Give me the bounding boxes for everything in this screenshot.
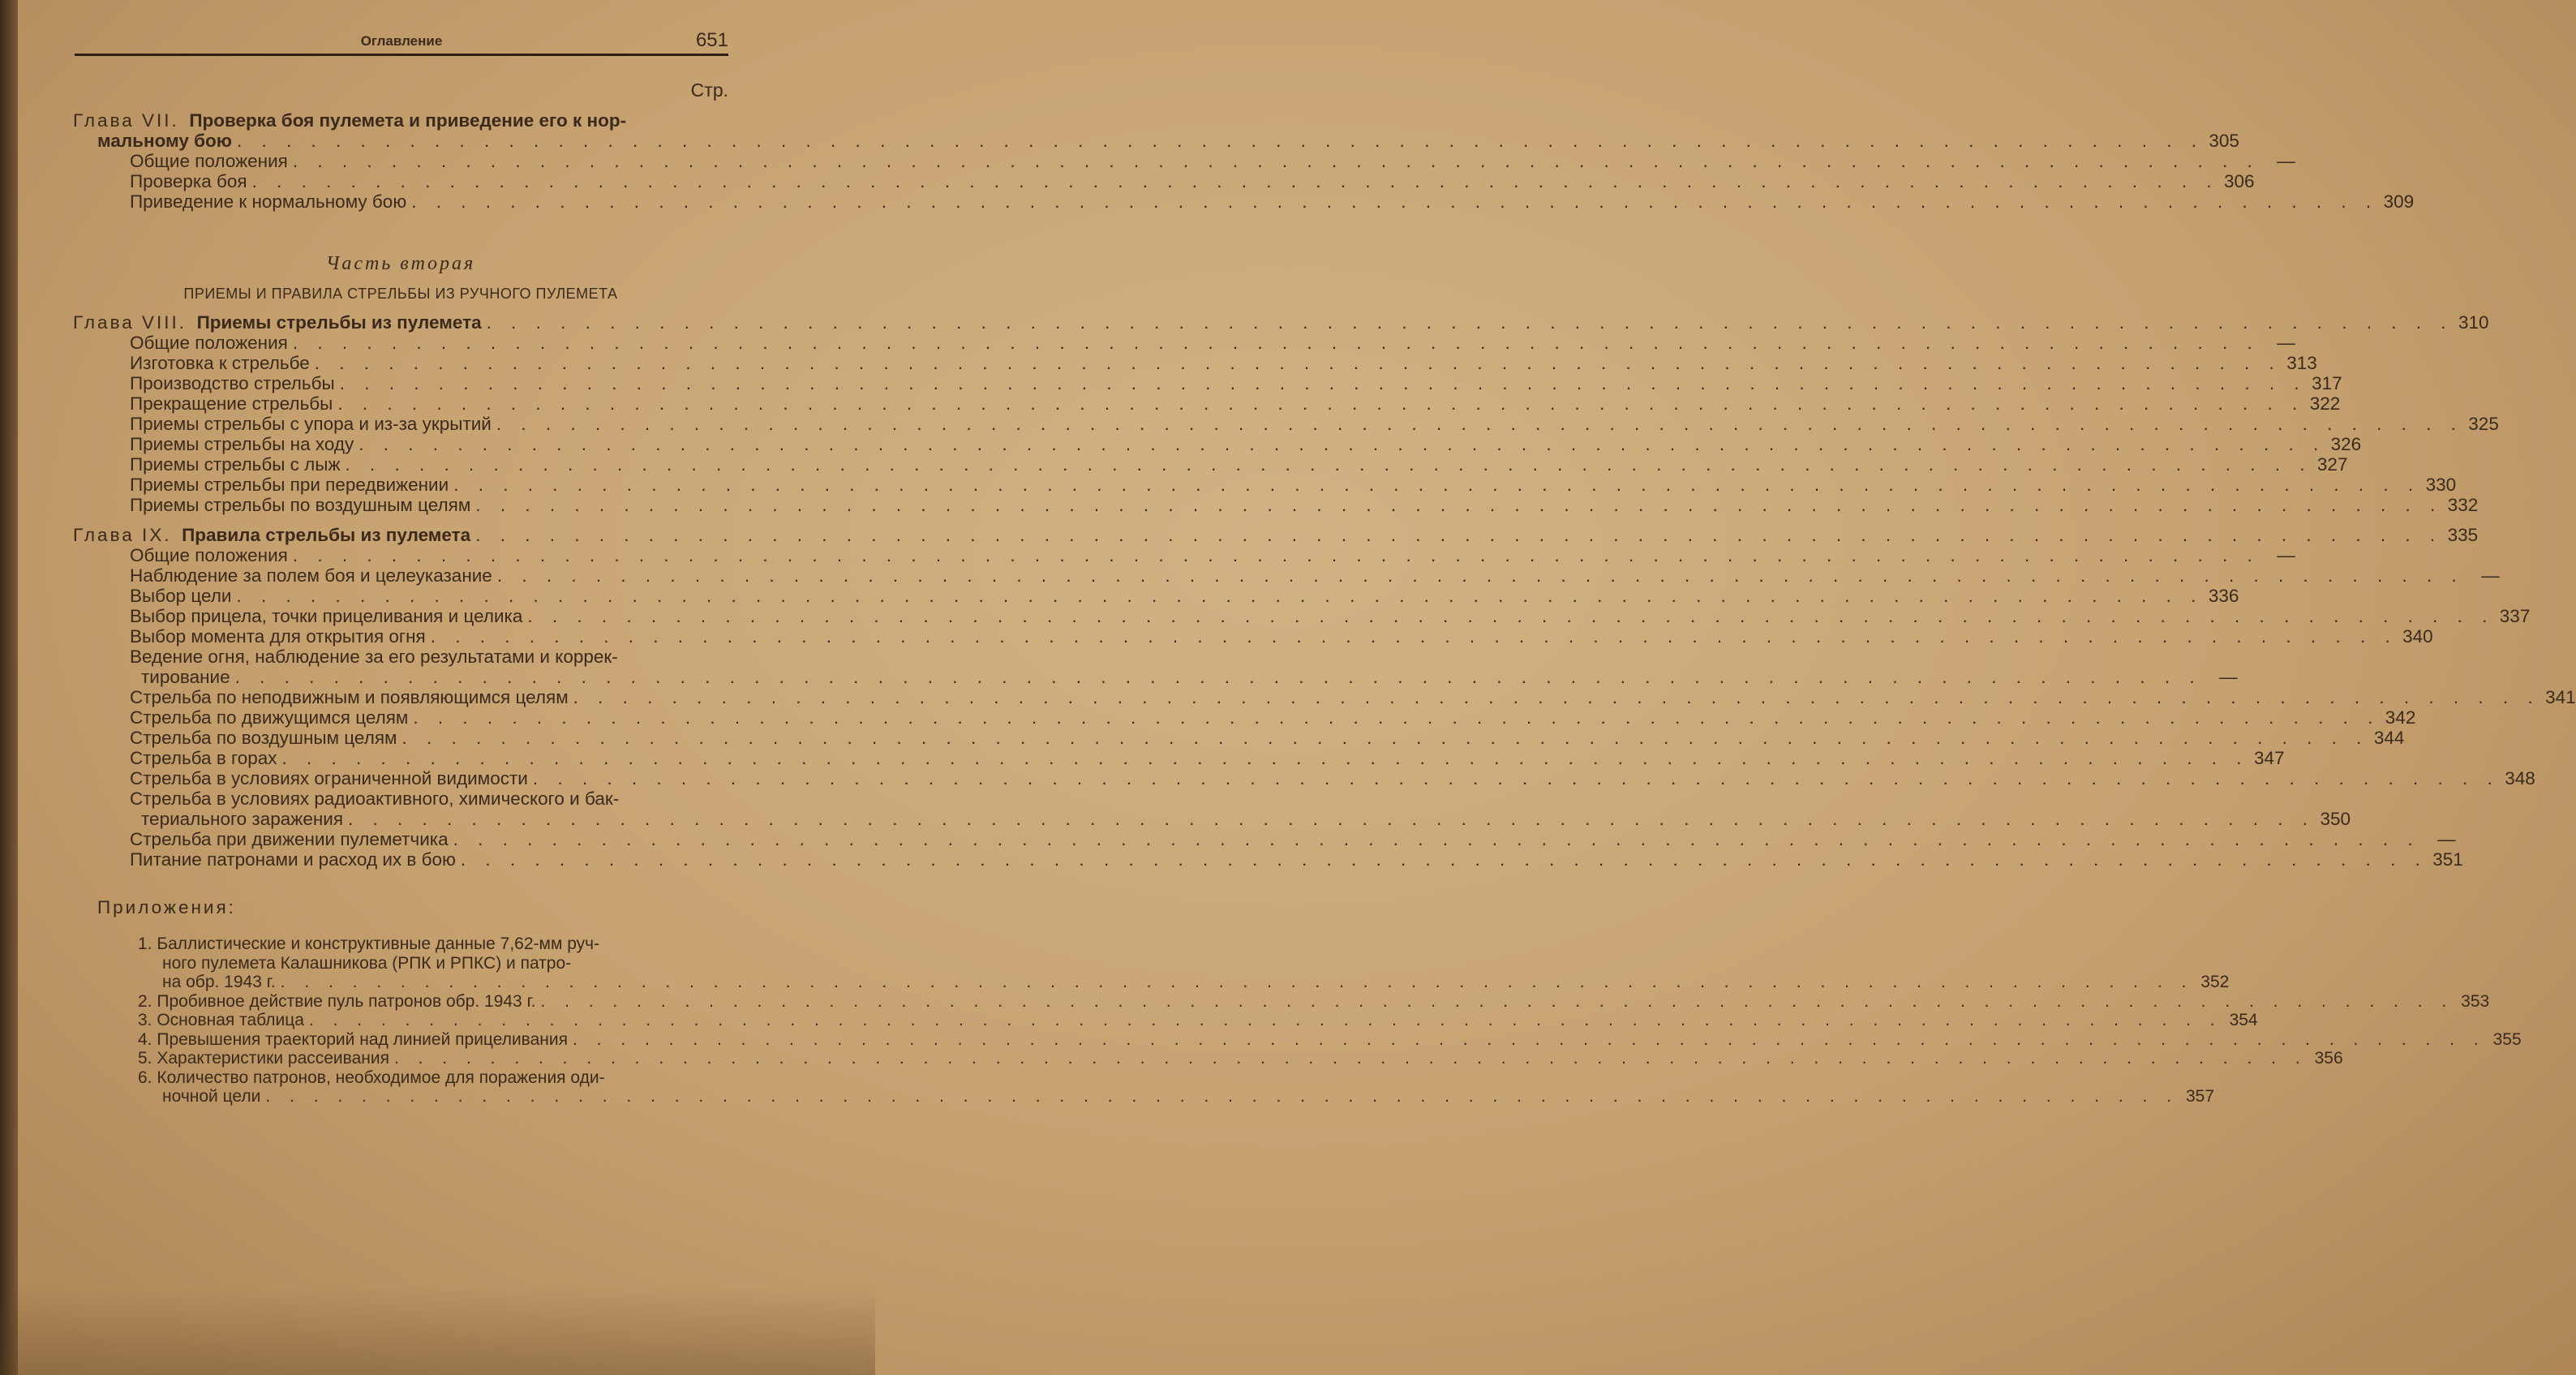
entry-text: 4. Превышения траекторий над линией прицеливания: [138, 1029, 568, 1049]
page-ref: —: [2219, 667, 2238, 687]
entry-text: 3. Основная таблица: [138, 1011, 304, 1029]
dot-leader: . . . . . . . . . . . . . . . . . . . . . . . . . . . . . . . . . . . . . . . . . . . . . . . . . . . . . . . . . . . . . . . . . . . . . . . . . . . . . . . .: [475, 525, 2443, 545]
appendix-entry[interactable]: [73, 1049, 2343, 1068]
chapter-prefix: Глава IX.: [73, 525, 172, 545]
dot-leader: . . . . . . . . . . . . . . . . . . . . . . . . . . . . . . . . . . . . . . . . . . . . . . . . . . . . . . . . . . . . . . . . . . . . . . . . . . . . . . . .: [460, 849, 2428, 870]
entry-text: 2. Пробивное действие пуль патронов обр. 1943 г.: [138, 991, 536, 1011]
toc-entry[interactable]: [73, 728, 2405, 748]
page-ref: 356: [2314, 1049, 2343, 1068]
chapter-7-heading-cont: [73, 131, 2239, 151]
page-ref: 310: [2458, 312, 2489, 333]
dot-leader: . . . . . . . . . . . . . . . . . . . . . . . . . . . . . . . . . . . . . . . . . . . . . . . . . . . . . . . . . . . . . . . . . . . . . . . . . . . . . . . .: [280, 973, 2194, 991]
part-subtitle: ПРИЕМЫ И ПРАВИЛА СТРЕЛЬБЫ ИЗ РУЧНОГО ПУЛЕМЕТА: [183, 286, 618, 302]
page-ref: 354: [2229, 1011, 2258, 1029]
entry-text: Стрельба в горах: [130, 748, 277, 768]
toc-entry[interactable]: [73, 545, 2295, 565]
entry-text: Ведение огня, наблюдение за его результатами и коррек-: [130, 647, 618, 667]
page-ref: 353: [2461, 991, 2490, 1011]
toc-entry[interactable]: [73, 687, 2576, 707]
chapter-7-heading: [73, 110, 728, 131]
entry-text: Приемы стрельбы на ходу: [130, 434, 354, 454]
toc-entry[interactable]: [73, 495, 2479, 515]
dot-leader: . . . . . . . . . . . . . . . . . . . . . . . . . . . . . . . . . . . . . . . . . . . . . . . . . . . . . . . . . . . . . . . . . . . . . . . . . . . . . . . .: [572, 1029, 2486, 1049]
dot-leader: . . . . . . . . . . . . . . . . . . . . . . . . . . . . . . . . . . . . . . . . . . . . . . . . . . . . . . . . . . . . . . . . . . . . . . . . . . . . . . . .: [401, 728, 2369, 748]
page-ref: 326: [2330, 434, 2362, 454]
page-ref: 305: [2209, 131, 2239, 151]
toc-entry[interactable]: [73, 626, 2433, 647]
chapter-title: Проверка боя пулемета и приведение его к нор-: [189, 110, 627, 131]
page-ref: —: [2277, 151, 2295, 171]
dot-leader: . . . . . . . . . . . . . . . . . . . . . . . . . . . . . . . . . . . . . . . . . . . . . . . . . . . . . . . . . . . . . . . . . . . . . . . . . . . . . . . .: [475, 495, 2443, 515]
entry-text: на обр. 1943 г.: [162, 973, 276, 991]
appendix-entry[interactable]: [73, 1068, 728, 1088]
page-ref: 347: [2253, 748, 2285, 768]
entry-text: Стрельба по воздушным целям: [130, 728, 397, 748]
entry-text: Приемы стрельбы при передвижении: [130, 475, 449, 495]
toc-entry[interactable]: [73, 434, 2362, 454]
chapter-title: Правила стрельбы из пулемета: [182, 525, 471, 545]
book-spine-edge: [0, 0, 18, 1375]
entry-text: Приемы стрельбы с лыж: [130, 454, 341, 475]
page-ref: 309: [2383, 191, 2415, 212]
page-ref: 340: [2402, 626, 2433, 647]
chapter-title: Приемы стрельбы из пулемета: [196, 312, 482, 333]
chapter-prefix: Глава VIII.: [73, 312, 187, 333]
entry-text: Выбор цели: [130, 586, 232, 606]
dot-leader: . . . . . . . . . . . . . . . . . . . . . . . . . . . . . . . . . . . . . . . . . . . . . . . . . . . . . . . . . . . . . . . . . . . . . . . . . . . . . . . .: [265, 1087, 2179, 1106]
appendix-entry[interactable]: [73, 991, 2490, 1012]
page-column-label: Стр.: [690, 79, 728, 101]
dot-leader: . . . . . . . . . . . . . . . . . . . . . . . . . . . . . . . . . . . . . . . . . . . . . . . . . . . . . . . . . . . . . . . . . . . . . . . . . . . . . . . .: [339, 373, 2307, 393]
dot-leader: . . . . . . . . . . . . . . . . . . . . . . . . . . . . . . . . . . . . . . . . . . . . . . . . . . . . . . . . . . . . . . . . . . . . . . . . . . . . . . . .: [314, 353, 2282, 373]
toc-entry[interactable]: [73, 565, 2500, 586]
page-ref: 344: [2373, 728, 2405, 748]
page-ref: —: [2277, 333, 2295, 353]
page-ref: —: [2481, 565, 2500, 586]
dot-leader: . . . . . . . . . . . . . . . . . . . . . . . . . . . . . . . . . . . . . . . . . . . . . . . . . . . . . . . . . . . . . . . . . . . . . . . . . . . . . . . .: [292, 333, 2260, 353]
entry-text: Общие положения: [130, 545, 288, 565]
dot-leader: . . . . . . . . . . . . . . . . . . . . . . . . . . . . . . . . . . . . . . . . . . . . . . . . . . . . . . . . . . . . . . . . . . . . . . . . . . . . . . . .: [411, 191, 2379, 212]
entry-text: Выбор момента для открытия огня: [130, 626, 426, 647]
appendix-entry[interactable]: [73, 1029, 2522, 1050]
dot-leader: . . . . . . . . . . . . . . . . . . . . . . . . . . . . . . . . . . . . . . . . . . . . . . . . . . . . . . . . . . . . . . . . . . . . . . . . . . . . . . . .: [337, 393, 2305, 414]
appendix-entry-cont[interactable]: [73, 954, 728, 973]
appendices-heading: [73, 896, 728, 935]
entry-text: Выбор прицела, точки прицеливания и целика: [130, 606, 523, 626]
appendix-entry[interactable]: [73, 1011, 2258, 1030]
chapter-8-heading: [73, 312, 2489, 333]
toc-entry[interactable]: [73, 647, 728, 667]
toc-entry[interactable]: [73, 475, 2457, 495]
entry-text: териального заражения: [141, 809, 344, 829]
toc-entry-cont[interactable]: [73, 667, 2238, 687]
toc-entry[interactable]: [73, 829, 2456, 849]
dot-leader: . . . . . . . . . . . . . . . . . . . . . . . . . . . . . . . . . . . . . . . . . . . . . . . . . . . . . . . . . . . . . . . . . . . . . . . . . . . . . . . .: [234, 667, 2202, 687]
page-ref: —: [2277, 545, 2295, 565]
page-ref: 327: [2316, 454, 2348, 475]
entry-text: Приемы стрельбы по воздушным целям: [130, 495, 471, 515]
page-ref: 313: [2286, 353, 2317, 373]
page-ref: 330: [2425, 475, 2457, 495]
entry-text: Прекращение стрельбы: [130, 393, 333, 414]
appendix-entry-cont[interactable]: [73, 1087, 2215, 1106]
page-ref: 341: [2545, 687, 2576, 707]
page-ref: 332: [2447, 495, 2479, 515]
entry-text: Приемы стрельбы с упора и из-за укрытий: [130, 414, 492, 434]
appendices-heading-text: Приложения:: [97, 897, 236, 917]
dot-leader: . . . . . . . . . . . . . . . . . . . . . . . . . . . . . . . . . . . . . . . . . . . . . . . . . . . . . . . . . . . . . . . . . . . . . . . . . . . . . . . .: [413, 707, 2381, 728]
page-ref: 352: [2200, 973, 2230, 991]
entry-text: Стрельба по неподвижным и появляющимся целям: [130, 687, 569, 707]
toc-entry[interactable]: [73, 788, 728, 809]
dot-leader: . . . . . . . . . . . . . . . . . . . . . . . . . . . . . . . . . . . . . . . . . . . . . . . . . . . . . . . . . . . . . . . . . . . . . . . . . . . . . . . .: [496, 414, 2463, 434]
entry-text: Производство стрельбы: [130, 373, 335, 393]
dot-leader: . . . . . . . . . . . . . . . . . . . . . . . . . . . . . . . . . . . . . . . . . . . . . . . . . . . . . . . . . . . . . . . . . . . . . . . . . . . . . . . .: [292, 151, 2260, 171]
entry-text: Питание патронами и расход их в бою: [130, 849, 456, 870]
toc-entry[interactable]: [73, 151, 2295, 171]
page-ref: 351: [2432, 849, 2463, 870]
entry-text: 1. Баллистические и конструктивные данные 7,62-мм руч-: [138, 935, 600, 953]
toc-entry[interactable]: [73, 373, 2342, 393]
page-ref: 342: [2385, 707, 2416, 728]
running-header: [75, 31, 728, 56]
page-ref: 322: [2309, 393, 2341, 414]
entry-text: Наблюдение за полем боя и целеуказание: [130, 565, 492, 586]
page-number: 651: [695, 29, 728, 51]
toc-entry-cont[interactable]: [73, 809, 2351, 829]
toc-entry[interactable]: [73, 353, 2317, 373]
running-title: Оглавление: [360, 33, 443, 49]
dot-leader: . . . . . . . . . . . . . . . . . . . . . . . . . . . . . . . . . . . . . . . . . . . . . . . . . . . . . . . . . . . . . . . . . . . . . . . . . . . . . . . .: [358, 434, 2326, 454]
dot-leader: . . . . . . . . . . . . . . . . . . . . . . . . . . . . . . . . . . . . . . . . . . . . . . . . . . . . . . . . . . . . . . . . . . . . . . . . . . . . . . . .: [430, 626, 2398, 647]
toc-entry[interactable]: [73, 333, 2295, 353]
dot-leader: . . . . . . . . . . . . . . . . . . . . . . . . . . . . . . . . . . . . . . . . . . . . . . . . . . . . . . . . . . . . . . . . . . . . . . . . . . . . . . . .: [251, 171, 2219, 191]
page-ref: 348: [2505, 768, 2535, 788]
toc-entry[interactable]: [73, 191, 2415, 212]
entry-text: ного пулемета Калашникова (РПК и РПКС) и патро-: [162, 953, 572, 973]
page-ref: 317: [2312, 373, 2342, 393]
dot-leader: . . . . . . . . . . . . . . . . . . . . . . . . . . . . . . . . . . . . . . . . . . . . . . . . . . . . . . . . . . . . . . . . . . . . . . . . . . . . . . . .: [453, 829, 2420, 849]
toc-entry[interactable]: [73, 606, 2531, 626]
page-ref: 335: [2447, 525, 2479, 545]
entry-text: 5. Характеристики рассеивания: [138, 1049, 389, 1068]
page-ref: 336: [2208, 586, 2239, 606]
entry-text: Стрельба по движущимся целям: [130, 707, 409, 728]
entry-text: Общие положения: [130, 333, 288, 353]
toc-entry[interactable]: [73, 586, 2239, 606]
toc-entry[interactable]: [73, 393, 2341, 414]
toc-entry[interactable]: [73, 849, 2463, 870]
entry-text: Изготовка к стрельбе: [130, 353, 310, 373]
dot-leader: . . . . . . . . . . . . . . . . . . . . . . . . . . . . . . . . . . . . . . . . . . . . . . . . . . . . . . . . . . . . . . . . . . . . . . . . . . . . . . . .: [486, 312, 2454, 333]
page-ref: 325: [2468, 414, 2499, 434]
appendix-entry-cont[interactable]: [73, 973, 2230, 992]
appendix-entry[interactable]: [73, 935, 728, 954]
entry-text: Стрельба при движении пулеметчика: [130, 829, 449, 849]
entry-text: Стрельба в условиях радиоактивного, химического и бак-: [130, 788, 620, 809]
dot-leader: . . . . . . . . . . . . . . . . . . . . . . . . . . . . . . . . . . . . . . . . . . . . . . . . . . . . . . . . . . . . . . . . . . . . . . . . . . . . . . . .: [393, 1049, 2308, 1068]
chapter-prefix: Глава VII.: [73, 110, 179, 131]
page-shadow: [0, 1286, 875, 1375]
dot-leader: . . . . . . . . . . . . . . . . . . . . . . . . . . . . . . . . . . . . . . . . . . . . . . . . . . . . . . . . . . . . . . . . . . . . . . . . . . . . . . . .: [345, 454, 2312, 475]
entry-text: Стрельба в условиях ограниченной видимости: [130, 768, 528, 788]
toc-entry[interactable]: [73, 768, 2535, 788]
dot-leader: . . . . . . . . . . . . . . . . . . . . . . . . . . . . . . . . . . . . . . . . . . . . . . . . . . . . . . . . . . . . . . . . . . . . . . . . . . . . . . . .: [237, 131, 2204, 151]
dot-leader: . . . . . . . . . . . . . . . . . . . . . . . . . . . . . . . . . . . . . . . . . . . . . . . . . . . . . . . . . . . . . . . . . . . . . . . . . . . . . . . .: [281, 748, 2249, 768]
page-ref: 306: [2224, 171, 2255, 191]
chapter-title-cont: мальному бою: [97, 131, 232, 151]
dot-leader: . . . . . . . . . . . . . . . . . . . . . . . . . . . . . . . . . . . . . . . . . . . . . . . . . . . . . . . . . . . . . . . . . . . . . . . . . . . . . . . .: [527, 606, 2495, 626]
dot-leader: . . . . . . . . . . . . . . . . . . . . . . . . . . . . . . . . . . . . . . . . . . . . . . . . . . . . . . . . . . . . . . . . . . . . . . . . . . . . . . . .: [496, 565, 2464, 586]
dot-leader: . . . . . . . . . . . . . . . . . . . . . . . . . . . . . . . . . . . . . . . . . . . . . . . . . . . . . . . . . . . . . . . . . . . . . . . . . . . . . . . .: [236, 586, 2204, 606]
dot-leader: . . . . . . . . . . . . . . . . . . . . . . . . . . . . . . . . . . . . . . . . . . . . . . . . . . . . . . . . . . . . . . . . . . . . . . . . . . . . . . . .: [532, 768, 2500, 788]
page-ref: —: [2437, 829, 2456, 849]
table-of-contents: [73, 110, 2576, 1106]
page-ref: 357: [2186, 1087, 2215, 1106]
part-heading: Часть вторая: [325, 253, 476, 274]
dot-leader: . . . . . . . . . . . . . . . . . . . . . . . . . . . . . . . . . . . . . . . . . . . . . . . . . . . . . . . . . . . . . . . . . . . . . . . . . . . . . . . .: [453, 475, 2421, 495]
page-ref: 337: [2499, 606, 2531, 626]
dot-leader: . . . . . . . . . . . . . . . . . . . . . . . . . . . . . . . . . . . . . . . . . . . . . . . . . . . . . . . . . . . . . . . . . . . . . . . . . . . . . . . .: [348, 809, 2315, 829]
page-ref: 350: [2320, 809, 2351, 829]
entry-text: 6. Количество патронов, необходимое для поражения оди-: [138, 1068, 605, 1087]
dot-leader: . . . . . . . . . . . . . . . . . . . . . . . . . . . . . . . . . . . . . . . . . . . . . . . . . . . . . . . . . . . . . . . . . . . . . . . . . . . . . . . .: [292, 545, 2260, 565]
entry-text: тирование: [141, 667, 230, 687]
dot-leader: . . . . . . . . . . . . . . . . . . . . . . . . . . . . . . . . . . . . . . . . . . . . . . . . . . . . . . . . . . . . . . . . . . . . . . . . . . . . . . . .: [573, 687, 2540, 707]
toc-entry[interactable]: [73, 707, 2416, 728]
entry-text: Приведение к нормальному бою: [130, 191, 407, 212]
dot-leader: . . . . . . . . . . . . . . . . . . . . . . . . . . . . . . . . . . . . . . . . . . . . . . . . . . . . . . . . . . . . . . . . . . . . . . . . . . . . . . . .: [308, 1011, 2222, 1029]
toc-entry[interactable]: [73, 748, 2285, 768]
dot-leader: . . . . . . . . . . . . . . . . . . . . . . . . . . . . . . . . . . . . . . . . . . . . . . . . . . . . . . . . . . . . . . . . . . . . . . . . . . . . . . . .: [540, 991, 2454, 1011]
page-ref: 355: [2492, 1029, 2522, 1049]
toc-entry[interactable]: [73, 171, 2255, 191]
entry-text: Общие положения: [130, 151, 288, 171]
entry-text: ночной цели: [162, 1087, 261, 1106]
toc-entry[interactable]: [73, 414, 2499, 434]
chapter-9-heading: [73, 525, 2479, 545]
entry-text: Проверка боя: [130, 171, 247, 191]
toc-entry[interactable]: [73, 454, 2348, 475]
